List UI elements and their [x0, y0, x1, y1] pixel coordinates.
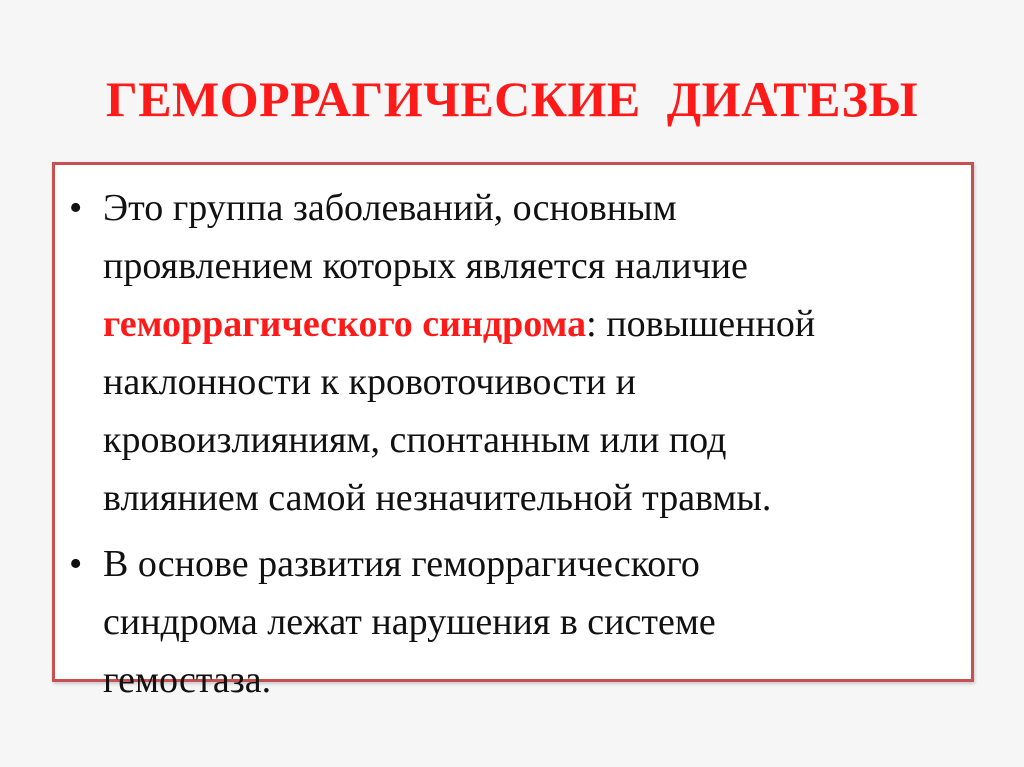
bullet-2-line-2: синдрома лежат нарушения в системе — [103, 601, 716, 643]
bullet-list — [65, 179, 965, 717]
bullet-1-line-5: кровоизлияниям, спонтанным или под — [103, 419, 727, 461]
bullet-1-line-4: наклонности к кровоточивости и — [103, 361, 637, 403]
highlight-term: геморрагического синдрома — [103, 303, 587, 345]
bullet-item-2 — [65, 535, 965, 709]
content-box — [52, 162, 974, 701]
bullet-item-1 — [65, 179, 965, 527]
bullet-1-line-6: влиянием самой незначительной травмы. — [103, 477, 772, 519]
bullet-marker: • — [69, 543, 83, 585]
bullet-2-line-3: гемостаза. — [103, 659, 272, 701]
bullet-marker: • — [69, 187, 83, 229]
bullet-2-line-1: В основе развития геморрагического — [103, 543, 700, 585]
bullet-1-after-highlight: : повышенной — [586, 303, 816, 345]
bullet-1-line-1: Это группа заболеваний, основным — [103, 187, 677, 229]
bullet-1-line-2: проявлением которых является наличие — [103, 245, 748, 287]
slide-title: ГЕМОРРАГИЧЕСКИЕ ДИАТЕЗЫ — [105, 71, 919, 127]
